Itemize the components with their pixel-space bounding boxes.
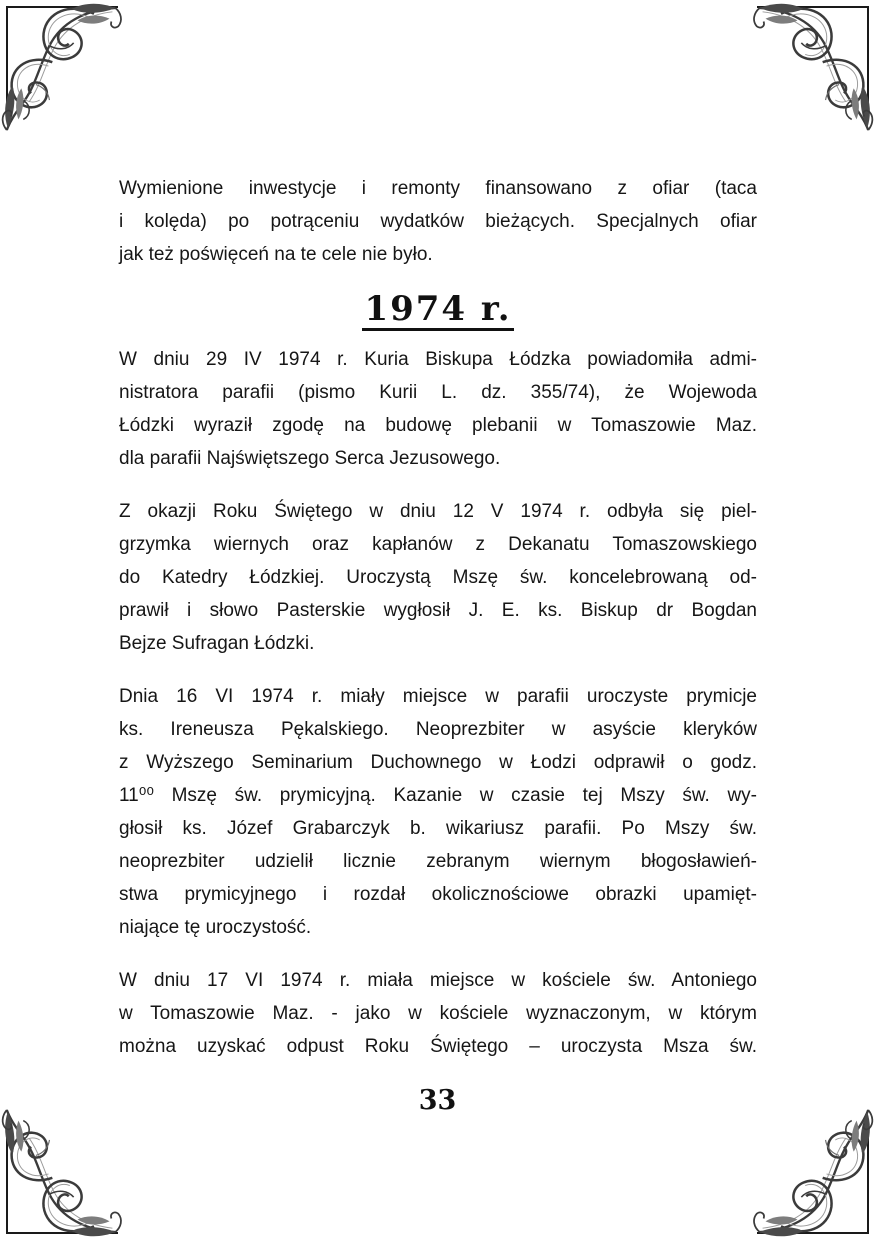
text-line: nistratora parafii (pismo Kurii L. dz. 355/74), że Wojewoda (119, 382, 757, 403)
text-line: dla parafii Najświętszego Serca Jezusowego. (119, 448, 501, 469)
year-heading-wrap (119, 291, 757, 331)
text-line: W dniu 29 IV 1974 r. Kuria Biskupa Łódzka powiadomiła admi- (119, 349, 757, 370)
text-line: prawił i słowo Pasterskie wygłosił J. E. ks. Biskup dr Bogdan (119, 600, 757, 621)
corner-flourish-icon (0, 0, 126, 138)
page-text-block (119, 172, 757, 1083)
text-line: Łódzki wyraził zgodę na budowę plebanii w Tomaszowie Maz. (119, 415, 757, 436)
corner-flourish-icon (749, 0, 875, 138)
text-line: Wymienione inwestycje i remonty finansowano z ofiar (taca (119, 178, 757, 199)
text-line: i kolęda) po potrąceniu wydatków bieżących. Specjalnych ofiar (119, 211, 757, 232)
text-line: niające tę uroczystość. (119, 917, 312, 938)
text-line: z Wyższego Seminarium Duchownego w Łodzi odprawił o godz. (119, 752, 757, 773)
corner-flourish-icon (0, 1102, 126, 1240)
text-line: W dniu 17 VI 1974 r. miała miejsce w kościele św. Antoniego (119, 970, 757, 991)
text-line: ks. Ireneusza Pękalskiego. Neoprezbiter w asyście kleryków (119, 719, 757, 740)
text-line: do Katedry Łódzkiej. Uroczystą Mszę św. koncelebrowaną od- (119, 567, 757, 588)
text-line: w Tomaszowie Maz. - jako w kościele wyznaczonym, w którym (119, 1003, 757, 1024)
year-heading: 1974 r. (364, 289, 512, 329)
text-line: Z okazji Roku Świętego w dniu 12 V 1974 r. odbyła się piel- (119, 501, 757, 522)
text-line: 11⁰⁰ Mszę św. prymicyjną. Kazanie w czasie tej Mszy św. wy- (119, 785, 757, 806)
paragraph-pilgrimage (119, 495, 757, 660)
text-line: grzymka wiernych oraz kapłanów z Dekanatu Tomaszowskiego (119, 534, 757, 555)
paragraph-plebania-permit (119, 343, 757, 475)
text-line: Dnia 16 VI 1974 r. miały miejsce w parafii uroczyste prymicje (119, 686, 757, 707)
text-line: stwa prymicyjnego i rozdał okolicznościowe obrazki upamięt- (119, 884, 757, 905)
text-line: można uzyskać odpust Roku Świętego – uroczysta Msza św. (119, 1036, 757, 1057)
corner-flourish-icon (749, 1102, 875, 1240)
page-number: 33 (418, 1085, 457, 1116)
paragraph-odpust (119, 964, 757, 1063)
paragraph-finances (119, 172, 757, 271)
text-line: Bejze Sufragan Łódzki. (119, 633, 315, 654)
text-line: głosił ks. Józef Grabarczyk b. wikariusz parafii. Po Mszy św. (119, 818, 757, 839)
paragraph-prymicje (119, 680, 757, 944)
text-line: neoprezbiter udzielił licznie zebranym wiernym błogosławień- (119, 851, 757, 872)
text-line: jak też poświęceń na te cele nie było. (119, 244, 433, 265)
